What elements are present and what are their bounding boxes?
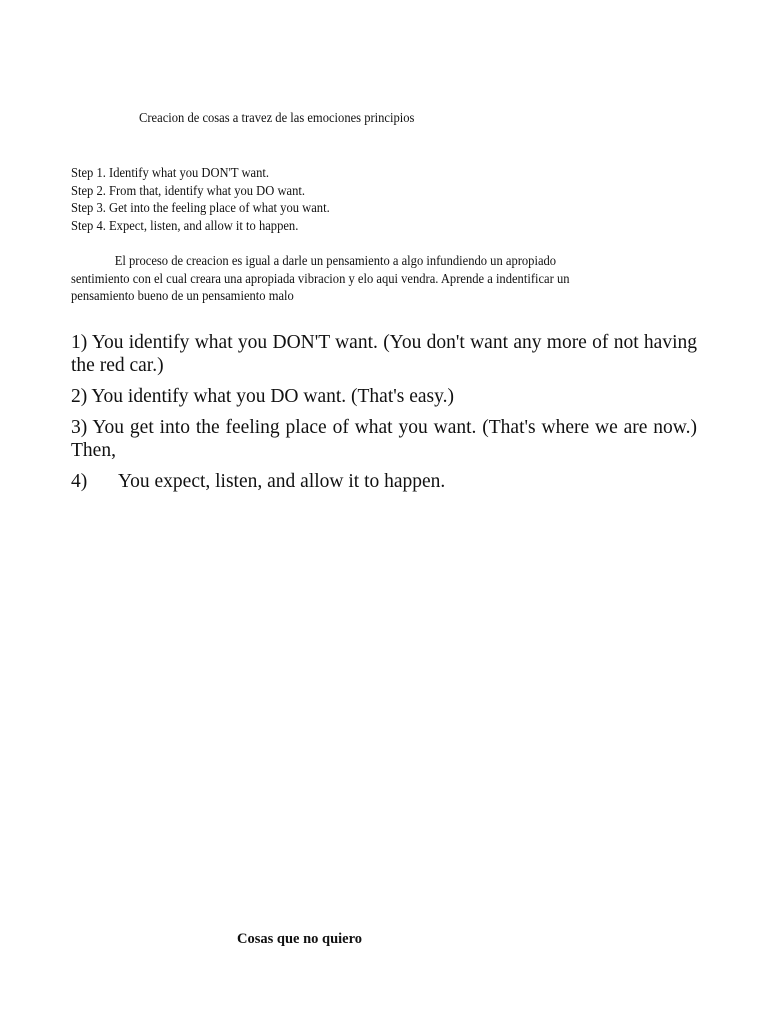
paragraph-line: pensamiento bueno de un pensamiento malo (71, 288, 294, 303)
creation-paragraph (71, 252, 701, 305)
footer-heading: Cosas que no quiero (237, 931, 363, 947)
list-item-4-text: You expect, listen, and allow it to happen. (118, 471, 446, 492)
step-item: Step 4. Expect, listen, and allow it to happen. (71, 217, 299, 233)
step-item: Step 3. Get into the feeling place of what you want. (71, 200, 330, 215)
step-item: Step 1. Identify what you DON'T want. (71, 165, 270, 180)
list-item-4-number: 4) (71, 471, 88, 492)
list-item-4 (71, 470, 697, 493)
list-item-1: 1) You identify what you DON'T want. (You don't want any more of not having the red car.) (71, 332, 697, 376)
steps-list (71, 164, 349, 234)
paragraph-line: sentimiento con el cual creara una apropiada vibracion y elo aqui vendra. Aprende a indentificar un (71, 270, 570, 286)
list-item-3: 3) You get into the feeling place of what you want. (That's where we are now.) Then, (71, 417, 697, 461)
paragraph-line: El proceso de creacion es igual a darle un pensamiento a algo infundiendo un apropiado (114, 253, 557, 268)
list-item-2: 2) You identify what you DO want. (That's easy.) (71, 386, 454, 407)
step-item: Step 2. From that, identify what you DO want. (71, 182, 305, 198)
document-title: Creacion de cosas a travez de las emociones principios (139, 110, 415, 125)
numbered-list (71, 331, 697, 501)
